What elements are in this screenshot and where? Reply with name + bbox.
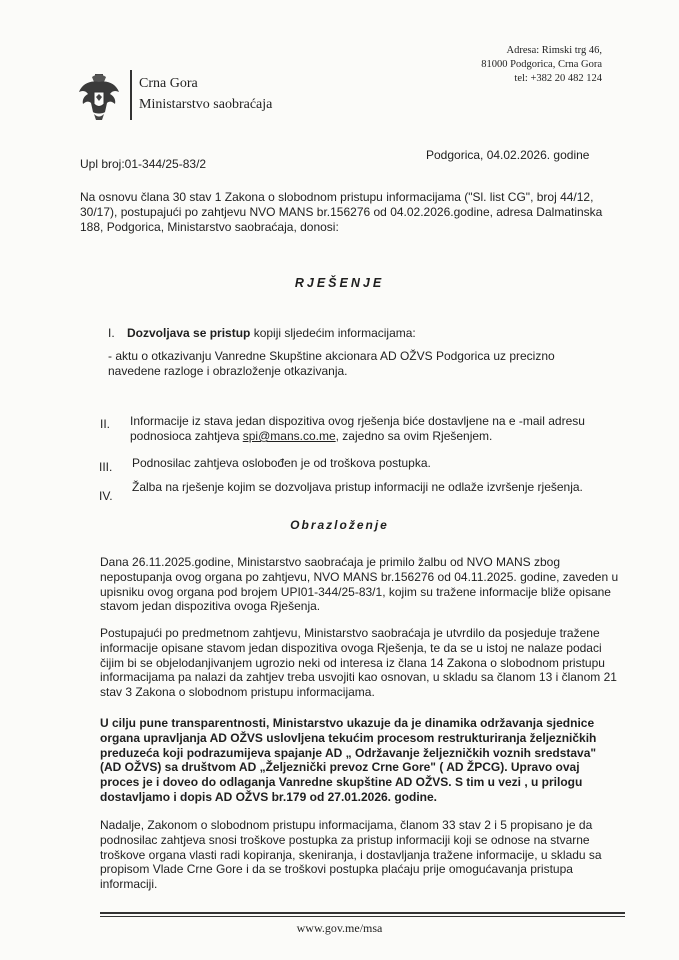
- montenegro-coat-of-arms-icon: [76, 70, 122, 122]
- item-iii-text: Podnosilac zahtjeva oslobođen je od troškova postupka.: [132, 456, 431, 470]
- header-divider: [130, 70, 132, 120]
- footer-rule: [100, 912, 625, 914]
- ministry-name: Ministarstvo saobraćaja: [139, 97, 273, 112]
- item-ii-text-a: Informacije iz stava jedan dispozitiva ovog rješenja biće dostavljene na e -mail adresu podnosioca zahtjeva: [130, 414, 585, 443]
- intro-paragraph: Na osnovu člana 30 stav 1 Zakona o slobodnom pristupu informacijama ("Sl. list CG", broj 44/12, 30/17), postupajući po zahtjevu NVO MANS br.156276 od 04.02.2026.godine, adresa Dalmatinska 188, Podgorica, Ministarstvo saobraćaja, donosi:: [80, 190, 603, 234]
- organization-name: [139, 73, 272, 115]
- place-and-date: Podgorica, 04.02.2026. godine: [426, 148, 590, 162]
- reasoning-paragraph-4: Nadalje, Zakonom o slobodnom pristupu informacijama, članom 33 stav 2 i 5 propisano je da podnosilac zahtjeva snosi troškove postupka za pristup informaciji koji se odnose na stvarne troškove organa vlasti radi kopiranja, skeniranja, i dostavljanja tražene informacije, u skladu sa propisom Vlade Crne Gore i da se troškovi postupka plaćaju prije omogućavanja pristupa informaciji.: [100, 818, 602, 892]
- footer-website[interactable]: www.gov.me/msa: [296, 921, 383, 935]
- address-line: 81000 Podgorica, Crna Gora: [481, 59, 602, 70]
- address-block: [452, 44, 602, 86]
- decision-title: RJEŠENJE: [294, 276, 385, 290]
- item-ii-text-b: , zajedno sa ovim Rješenjem.: [335, 429, 493, 443]
- item-number: IV.: [99, 489, 113, 503]
- item-i-subpoint: - aktu o otkazivanju Vanredne Skupštine akcionara AD OŽVS Podgorica uz precizno navedene razloge i obrazloženje otkazivanja.: [108, 349, 555, 378]
- address-line: Adresa: Rimski trg 46,: [506, 45, 602, 56]
- address-line: tel: +382 20 482 124: [514, 73, 602, 84]
- country-name: Crna Gora: [139, 76, 198, 91]
- item-number: II.: [100, 417, 111, 431]
- item-ii-text: [130, 414, 590, 444]
- item-i-lead: Dozvoljava se pristup: [127, 326, 251, 340]
- reasoning-paragraph-1: Dana 26.11.2025.godine, Ministarstvo saobraćaja je primilo žalbu od NVO MANS zbog nepostupanja ovog organa po zahtjevu, NVO MANS br.156276 od 04.11.2025. godine, zaveden u upisniku ovog organa pod brojem UPI01-344/25-83/1, kojim su tražene informacije bliže opisane stavom jedan dispozitiva ovoga Rješenja.: [100, 555, 619, 614]
- item-number: III.: [99, 460, 113, 474]
- reasoning-paragraph-3: U cilju pune transparentnosti, Ministarstvo ukazuje da je dinamika održavanja sjednice organa upravljanja AD OŽVS uslovljena tekućim procesom restrukturiranja željezničkih preduzeća koji podrazumijeva spajanje AD „ Održavanje željezničkih voznih sredstava" (AD OŽVS) sa društvom AD „Željeznički prevoz Crne Gore" ( AD ŽPCG). Upravo ovaj proces je i doveo do odlaganja Vanredne skupštine AD OŽVS. S tim u vezi , u prilogu dostavljamo i dopis AD OŽVS br.179 od 27.01.2026. godine.: [100, 716, 597, 804]
- item-i-rest: kopiji sljedećim informacijama:: [250, 326, 416, 340]
- email-link[interactable]: spi@mans.co.me: [242, 429, 336, 443]
- reference-number: Upl broj:01-344/25-83/2: [80, 157, 207, 171]
- item-i-text: [127, 326, 607, 341]
- reasoning-title: Obrazloženje: [290, 518, 389, 532]
- item-iv-text: Žalba na rješenje kojim se dozvoljava pristup informaciji ne odlaže izvršenje rješenja.: [132, 480, 583, 494]
- reasoning-paragraph-2: Postupajući po predmetnom zahtjevu, Ministarstvo saobraćaja je utvrdilo da posjeduje tražene informacije opisane stavom jedan dispozitiva ovoga Rješenja, te da se u istoj ne nalaze podaci čijim bi se objelodanjivanjem ugrozio neki od interesa iz člana 14 Zakona o slobodnom pristupu informacijama pa nalazi da zahtjev treba usvojiti kao osnovan, u skladu sa članom 13 i članom 21 stav 3 Zakona o slobodnom pristupu informacijama.: [100, 626, 617, 700]
- item-number: I.: [108, 326, 115, 340]
- footer-rule-thin: [100, 916, 625, 917]
